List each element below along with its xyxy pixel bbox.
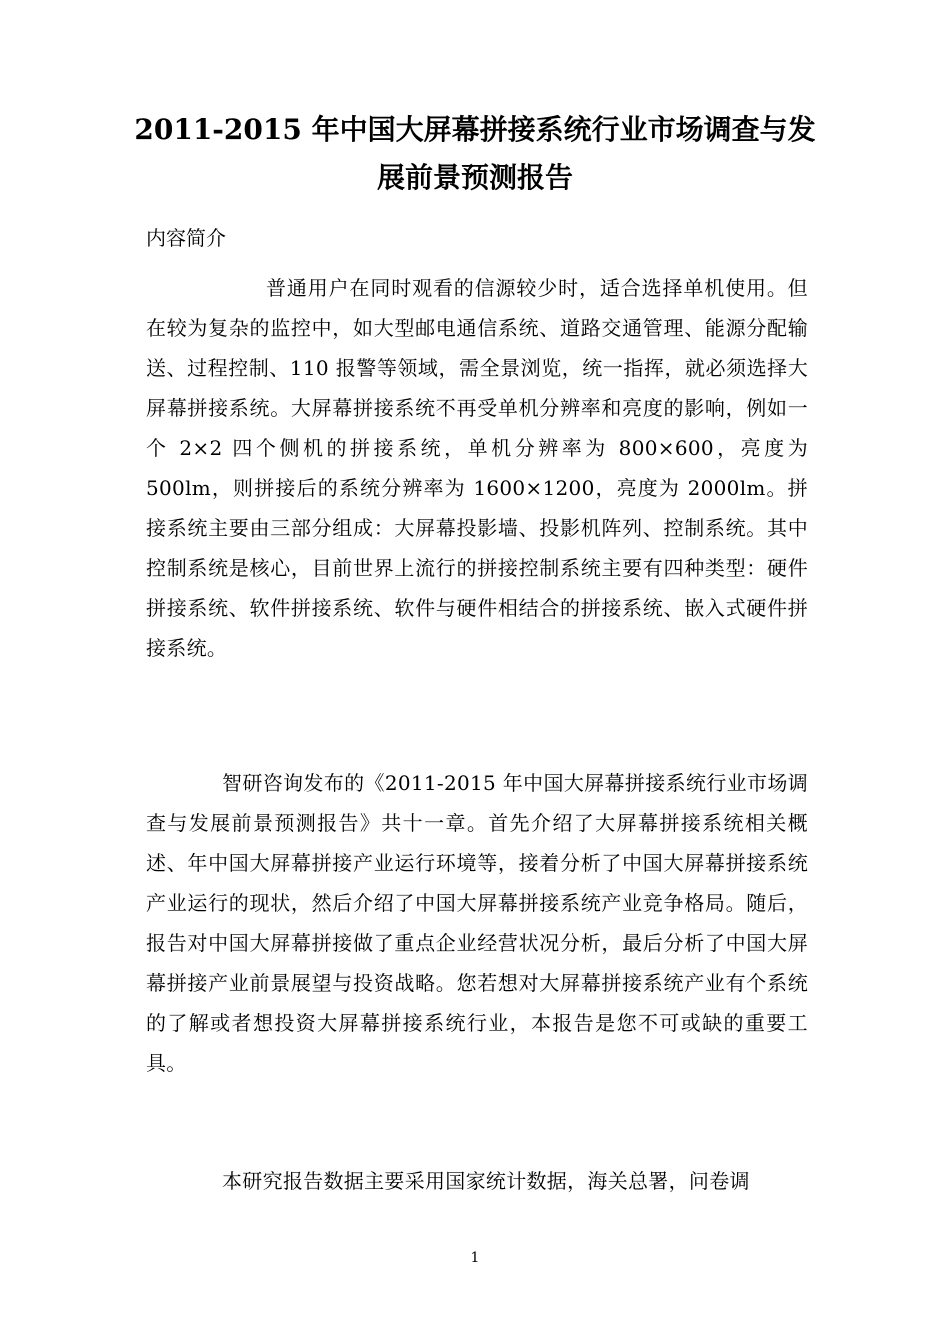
section-heading-summary: 内容简介 [146, 226, 226, 250]
document-title-line-2: 展前景预测报告 [376, 161, 573, 194]
body-paragraph: 普通用户在同时观看的信源较少时，适合选择单机使用。但在较为复杂的监控中，如大型邮电通信系统、道路交通管理、能源分配输送、过程控制、110 报警等领域，需全景浏览，统一指挥，就必须选择大屏幕拼接系统。大屏幕拼接系统不再受单机分辨率和亮度的影响，例如一个 2×2 四个侧机的拼接系统，单机分辨率为 800×600，亮度为 500lm，则拼接后的系统分辨率为 1600×1200，亮度为 2000lm。拼接系统主要由三部分组成：大屏幕投影墙、投影机阵列、控制系统。其中控制系统是核心，目前世界上流行的拼接控制系统主要有四种类型：硬件拼接系统、软件拼接系统、软件与硬件相结合的拼接系统、嵌入式硬件拼接系统。 [146, 276, 808, 660]
page-number: 1 [470, 1250, 480, 1266]
body-paragraph: 本研究报告数据主要采用国家统计数据，海关总署，问卷调 [222, 1169, 750, 1193]
document-title-line-1: 2011-2015 年中国大屏幕拼接系统行业市场调查与发 [134, 113, 816, 146]
body-paragraph: 智研咨询发布的《2011-2015 年中国大屏幕拼接系统行业市场调查与发展前景预测报告》共十一章。首先介绍了大屏幕拼接系统相关概述、年中国大屏幕拼接产业运行环境等，接着分析了中国大屏幕拼接系统产业运行的现状，然后介绍了中国大屏幕拼接系统产业竞争格局。随后，报告对中国大屏幕拼接做了重点企业经营状况分析，最后分析了中国大屏幕拼接产业前景展望与投资战略。您若想对大屏幕拼接系统产业有个系统的了解或者想投资大屏幕拼接系统行业，本报告是您不可或缺的重要工具。 [146, 771, 808, 1075]
